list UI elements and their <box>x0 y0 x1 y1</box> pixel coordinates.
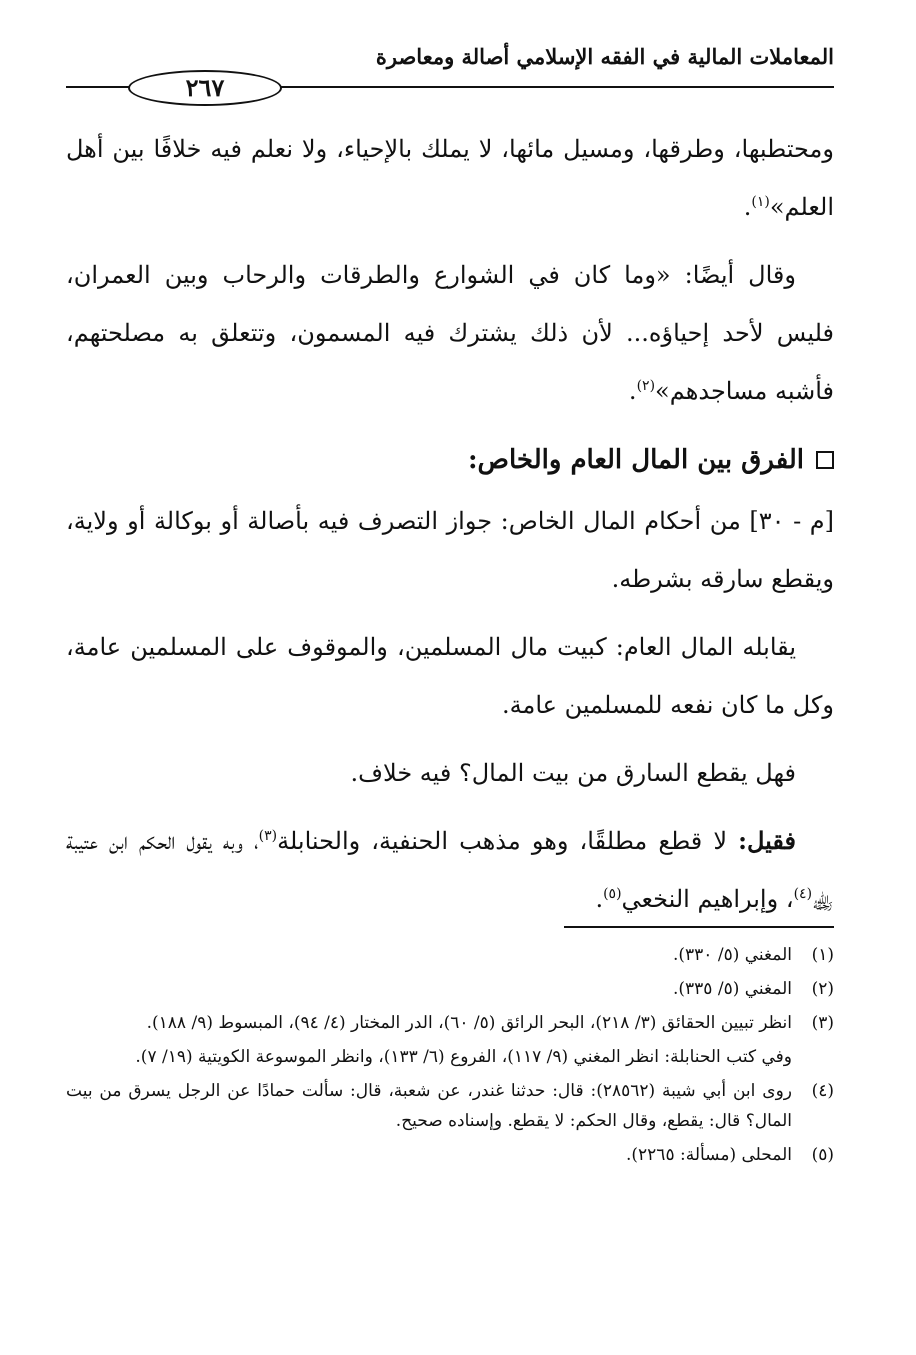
paragraph-6-end: . <box>595 885 604 913</box>
paragraph-6-lead: فقيل: <box>738 826 796 855</box>
paragraph-5: فهل يقطع السارق من بيت المال؟ فيه خلاف. <box>350 759 796 787</box>
footnotes <box>66 940 834 1174</box>
footnote-text: المغني (٥/ ٣٣٠). <box>672 945 792 965</box>
footnote-ref-4[interactable]: (٤) <box>793 886 813 902</box>
footnote-continuation: وفي كتب الحنابلة: انظر المغني (٩/ ١١٧)، الفروع (٦/ ١٣٣)، وانظر الموسوعة الكويتية (١٩/ ٧). <box>135 1047 792 1067</box>
footnote-ref-1[interactable]: (١) <box>751 194 770 210</box>
footnote-text: المحلى (مسألة: ٢٢٦٥). <box>626 1145 792 1165</box>
body-text <box>66 120 834 938</box>
paragraph-6 <box>66 812 834 928</box>
section-heading <box>66 430 834 490</box>
footnote <box>66 940 834 970</box>
footnote-number: (٢) <box>811 979 834 999</box>
footnote <box>66 1076 834 1136</box>
page-number: ٢٦٧ <box>128 70 282 106</box>
paragraph-6-text-a: لا قطع مطلقًا، وهو مذهب الحنفية، والحنابلة <box>277 827 739 855</box>
footnote-text: روى ابن أبي شيبة (٢٨٥٦٢): قال: حدثنا غندر، عن شعبة، قال: سألت حمادًا عن الرجل يسرق من بيت المال؟ قال: يقطع، وقال الحكم: لا يقطع. وإسناده صحيح. <box>66 1081 792 1131</box>
paragraph-1 <box>66 120 834 236</box>
footnote-separator <box>564 926 834 928</box>
paragraph-6-text-b: ، وبه يقول الحكم ابن عتيبة ﵀ <box>66 827 834 913</box>
paragraph-3: [م - ٣٠] من أحكام المال الخاص: جواز التصرف فيه بأصالة أو بوكالة أو ولاية، ويقطع سارقه بشرطه. <box>66 507 834 593</box>
book-page <box>66 0 834 1355</box>
paragraph-2-text: وقال أيضًا: «وما كان في الشوارع والطرقات والرحاب وبين العمران، فليس لأحد إحياؤه... لأن ذلك يشترك فيه المسمون، وتتعلق به مصلحتهم، فأشبه مساجدهم» <box>66 261 834 405</box>
paragraph-6-text-c: ، وإبراهيم النخعي <box>621 885 794 913</box>
paragraph-2-end: . <box>628 377 637 405</box>
paragraph-1-text: ومحتطبها، وطرقها، ومسيل مائها، لا يملك بالإحياء، ولا نعلم فيه خلافًا بين أهل العلم» <box>66 135 834 221</box>
footnote-number: (٤) <box>811 1081 834 1101</box>
running-title: المعاملات المالية في الفقه الإسلامي أصالة ومعاصرة <box>375 44 834 69</box>
footnote <box>66 1008 834 1038</box>
footnote-ref-3[interactable]: (٣) <box>258 828 278 844</box>
footnote <box>66 974 834 1004</box>
footnote-ref-2[interactable]: (٢) <box>636 378 656 394</box>
footnote-number: (٥) <box>811 1145 834 1165</box>
paragraph-1-end: . <box>743 193 752 221</box>
footnote-ref-5[interactable]: (٥) <box>603 886 622 902</box>
footnote-text: انظر تبيين الحقائق (٣/ ٢١٨)، البحر الرائق (٥/ ٦٠)، الدر المختار (٤/ ٩٤)، المبسوط (٩/ ١٨٨). <box>146 1013 792 1033</box>
paragraph-4: يقابله المال العام: كبيت مال المسلمين، والموقوف على المسلمين عامة، وكل ما كان نفعه للمسلمين عامة. <box>66 633 834 719</box>
footnote-text: المغني (٥/ ٣٣٥). <box>672 979 792 999</box>
paragraph-2 <box>66 246 834 420</box>
footnote-number: (٣) <box>811 1013 834 1033</box>
footnote <box>66 1140 834 1170</box>
footnote-number: (١) <box>811 945 834 965</box>
section-heading-text: الفرق بين المال العام والخاص: <box>467 445 804 475</box>
square-bullet-icon <box>816 451 834 469</box>
